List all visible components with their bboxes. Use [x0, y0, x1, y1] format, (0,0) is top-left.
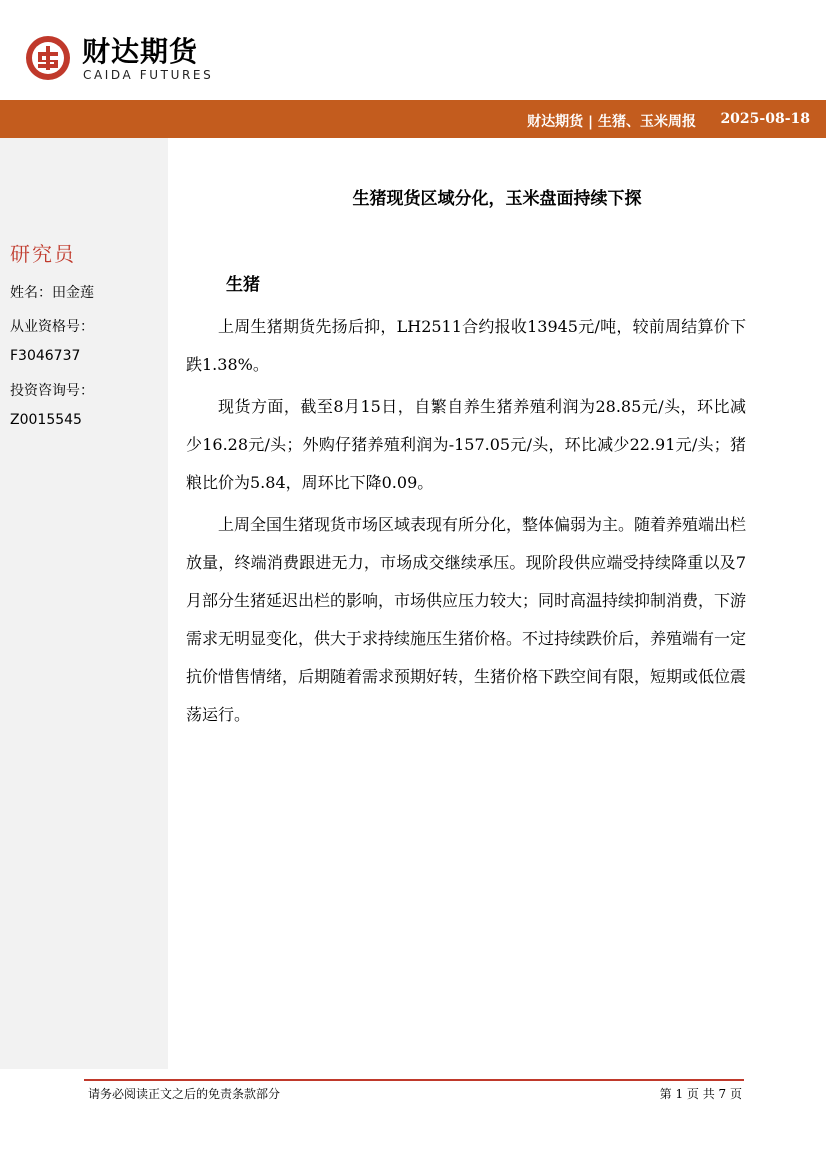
paragraph-futures: 上周生猪期货先扬后抑，LH2511合约报收13945元/吨，较前周结算价下跌1.38%。	[186, 317, 746, 374]
consult-label: 投资咨询号：	[10, 383, 94, 399]
researcher-name: 姓名：田金莲	[10, 285, 94, 301]
report-body	[186, 308, 746, 738]
paragraph-spot: 现货方面，截至8月15日，自繁自养生猪养殖利润为28.85元/头，环比减少16.28元/头；外购仔猪养殖利润为-157.05元/头，环比减少22.91元/头；猪粮比价为5.84，周环比下降0.09。	[186, 397, 746, 492]
sidebar	[0, 138, 168, 1069]
brand-name-en: CAIDA FUTURES	[83, 68, 214, 82]
footer-divider	[84, 1079, 744, 1081]
paragraph-market: 上周全国生猪现货市场区域表现有所分化，整体偏弱为主。随着养殖端出栏放量，终端消费跟进无力，市场成交继续承压。现阶段供应端受持续降重以及7月部分生猪延迟出栏的影响，市场供应压力较大；同时高温持续抑制消费，下游需求无明显变化，供大于求持续施压生猪价格。不过持续跌价后，养殖端有一定抗价惜售情绪，后期随着需求预期好转，生猪价格下跌空间有限，短期或低位震荡运行。	[186, 515, 747, 724]
researcher-heading: 研究员	[10, 242, 76, 266]
header-bar	[0, 100, 826, 138]
caida-logo-icon	[24, 34, 72, 82]
report-series-label: 财达期货 | 生猪、玉米周报	[527, 114, 696, 130]
report-title: 生猪现货区域分化，玉米盘面持续下探	[352, 189, 642, 209]
license-label: 从业资格号：	[10, 319, 94, 335]
report-date: 2025-08-18	[720, 111, 810, 127]
section-heading: 生猪	[226, 275, 260, 295]
page-number: 第 1 页 共 7 页	[659, 1087, 742, 1101]
consult-value: Z0015545	[10, 412, 82, 428]
footer-disclaimer: 请务必阅读正文之后的免责条款部分	[88, 1087, 281, 1101]
license-value: F3046737	[10, 348, 81, 364]
brand-name-cn: 财达期货	[82, 35, 199, 68]
